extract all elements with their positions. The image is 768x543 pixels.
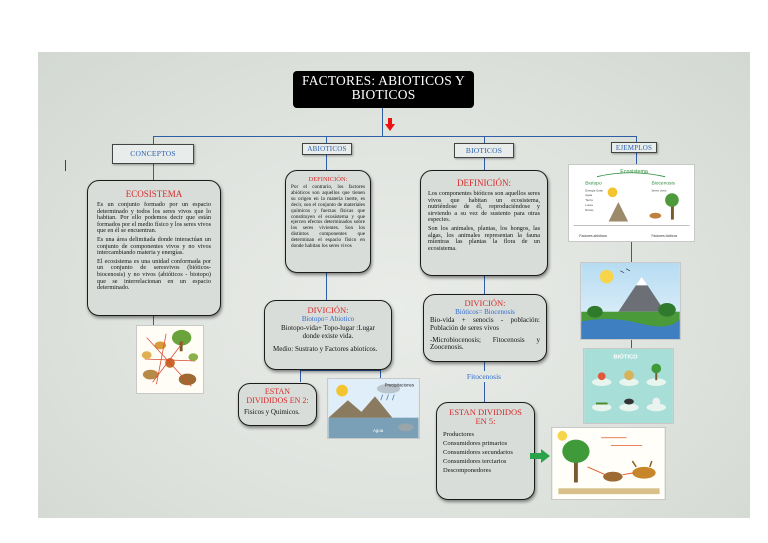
abio-div-title: DIVICIÓN: — [307, 305, 349, 315]
bio-est-item: Descomponedores — [443, 467, 492, 474]
abio-def-text: Por el contrario, los factores abióticos son aquellos que tienen su origen en la materia inerte, es decir, son el conjunto de materiales químicos y fuerzas físicas que constituyen el ecosistema y que ejercen efectos determinados sobre los seres vivientes. Son los distintos componentes que determinan el espacio físico en donde habitan los seres vivos — [291, 184, 365, 250]
connector-ejemplos-v — [636, 152, 637, 164]
abio-est-text: Fisicos y Quimicos. — [244, 408, 300, 416]
connector-bioticos — [484, 136, 485, 143]
connector-conceptos — [153, 136, 154, 144]
agua-label: Agua — [373, 428, 384, 434]
bio-est-list — [443, 430, 528, 475]
bio-def-p1: Los componentes bióticos son aquellos seres vivos que habitan un ecosistema, nutriéndose de él, reproduciéndose y sirviendo a su vez de sustento para otras especies. — [428, 190, 540, 224]
bio-div-title: DIVICIÓN: — [464, 298, 506, 308]
water-cycle-image — [327, 378, 420, 439]
abio-div-l1: Biotopo-vida+ Topo-lugar :Lugar donde existe vida. — [281, 324, 375, 340]
connector-abio-div — [326, 273, 327, 300]
food-web-image — [136, 325, 204, 394]
abioticos-definicion-node — [285, 170, 371, 273]
connector-bio-div — [484, 276, 485, 294]
ecosistema-p3: El ecosistema es una unidad conformada por un conjunto de seresvivos (bióticos-biocenosis) y no vivos (abióticos - biotopo) que se interrelacionan en un espacio determinado. — [97, 257, 211, 292]
right-arrow-icon — [530, 449, 550, 463]
abio-est-title: ESTAN DIVIDIDOS EN 2: — [246, 387, 309, 405]
bio-est-title: ESTAN DIVIDIDOS EN 5: — [449, 407, 522, 426]
bioticos-division-node — [423, 294, 547, 362]
eco-heading: Ecosistema — [620, 168, 648, 175]
precip-label: Precipitaciones — [384, 382, 415, 388]
fitocenosis-label: Fitocenosis — [466, 372, 502, 381]
category-ejemplos: EJEMPLOS — [611, 142, 657, 153]
biotico-icons-image — [583, 348, 674, 424]
biotopo-item: Agua — [585, 193, 593, 198]
ecosistema-node — [87, 180, 221, 316]
abio-div-l2: Medio: Sustrato y Factores abioticos. — [273, 345, 378, 353]
biotico-label: BIÓTICO — [613, 354, 638, 361]
connector-bio-fito — [484, 362, 485, 371]
connector-abio-est-v2 — [380, 370, 381, 378]
fb-label: Factores bióticos — [651, 234, 678, 239]
connector-ejemplos-v3 — [631, 340, 632, 348]
abioticos-division-node — [264, 300, 392, 370]
ecosistema-p2: Es una área delimitada donde interactúan un conjunto de componentes vivos y no vivos intercambiando materia y energías. — [97, 235, 211, 257]
ecosistema-text — [97, 202, 211, 292]
ecosistema-title: ECOSISTEMA — [125, 189, 183, 199]
abio-def-title: DEFINICIÓN: — [308, 176, 348, 183]
abioticos-estan-divididos-node — [238, 383, 317, 426]
abio-div-sub: Biotopo= Abiotico — [301, 315, 355, 323]
ecosistema-diagram-image — [568, 164, 695, 242]
connector-bio-def — [484, 158, 485, 170]
bio-def-title: DEFINICIÓN: — [457, 178, 511, 188]
biotopo-item: Rocas — [585, 207, 594, 212]
biotopo-item: Energía Solar — [585, 188, 603, 193]
connector-abio-est-v1 — [300, 370, 301, 382]
category-conceptos: CONCEPTOS — [112, 144, 194, 164]
text-cursor — [65, 160, 66, 171]
down-arrow-icon — [385, 118, 395, 132]
bioticos-definicion-node — [420, 170, 548, 276]
category-bioticos: BIOTICOS — [454, 143, 514, 158]
bio-est-item: Consumidores primarios — [443, 440, 508, 447]
bio-est-item: Consumidores terciarios — [443, 458, 507, 465]
connector-top-bar — [153, 136, 637, 137]
map-title: FACTORES: ABIOTICOS Y BIOTICOS — [293, 71, 474, 108]
bio-def-p2: Son los animales, plantas, los hongos, las algas, los animales representan la fauna mientras las plantas la flora de un ecosistema. — [428, 224, 540, 252]
bio-div-l1: Bio-vida + senocis - población: Población de seres vivos — [430, 316, 540, 332]
category-abioticos: ABIOTICOS — [302, 143, 352, 155]
landscape-image — [580, 262, 681, 340]
bio-div-l2: -Microbiocenosis; Fitocenosis y Zoocenosis. — [430, 335, 540, 352]
connector-ejemplos-v2 — [631, 242, 632, 262]
connector-title-stem — [382, 108, 383, 137]
connector-conceptos-eco — [153, 164, 154, 180]
biotopo-label: Biotopo — [585, 181, 602, 187]
connector-abio-def — [326, 154, 327, 170]
connector-bio-est — [484, 382, 485, 402]
bio-est-item: Productores — [443, 431, 475, 438]
ecosistema-p1: Es un conjunto formado por un espacio determinado y todos los seres vivos que lo habitan. Por ello podemos decir que están formados por el medio físico y los seres vivos que en él se encuentran. — [97, 201, 211, 235]
biotopo-item: Tierra — [585, 198, 593, 203]
biocenosis-item: Seres vivos — [651, 188, 667, 193]
connector-abio-est — [300, 370, 380, 371]
food-chain-image — [551, 427, 666, 500]
bioticos-estan-divididos-node — [436, 402, 535, 500]
bio-def-text — [428, 191, 540, 252]
fa-label: Factores abióticos — [579, 234, 608, 239]
bio-est-item: Consumidores secundarios — [443, 449, 513, 456]
connector-abioticos — [326, 136, 327, 143]
biocenosis-label: Biocenosis — [651, 181, 675, 187]
biotopo-item: Luces — [585, 202, 593, 207]
bio-div-sub: Bióticos= Biocenosis — [455, 308, 515, 316]
